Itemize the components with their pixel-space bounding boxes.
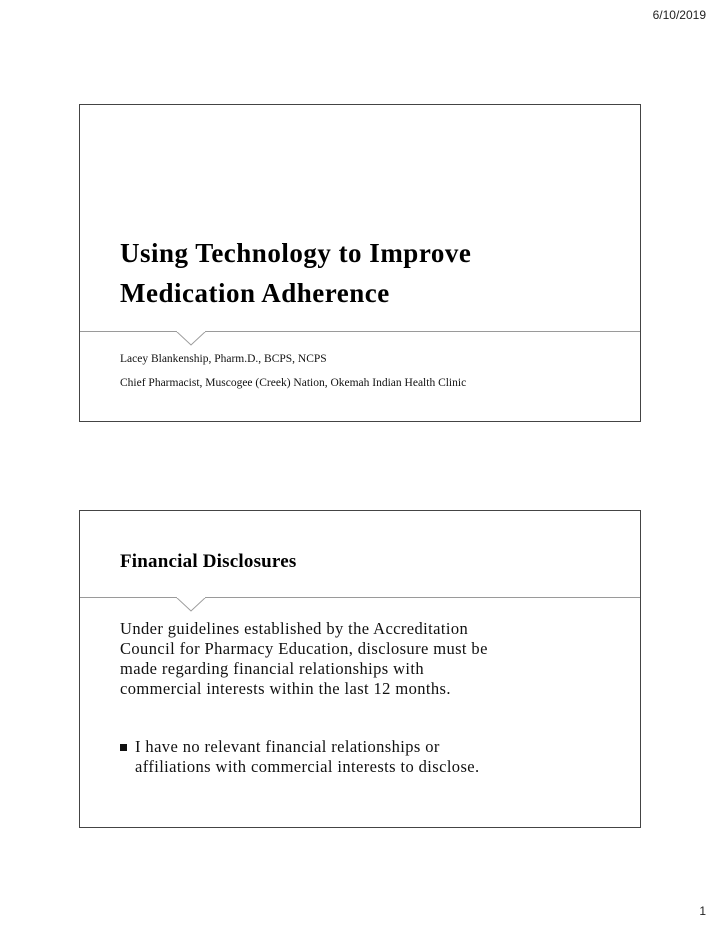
bullet-text	[135, 737, 480, 777]
bullet-line: affiliations with commercial interests to disclose.	[135, 757, 480, 776]
slide-title: Financial Disclosures	[120, 551, 297, 572]
slide-divider	[80, 331, 640, 332]
presenter-affiliation: Chief Pharmacist, Muscogee (Creek) Nation, Okemah Indian Health Clinic	[120, 377, 467, 389]
bullet-line: I have no relevant financial relationships or	[135, 737, 440, 756]
body-line: Council for Pharmacy Education, disclosure must be	[120, 639, 488, 658]
title-slide	[79, 104, 641, 422]
square-bullet-icon	[120, 744, 127, 751]
divider-notch-icon	[176, 597, 206, 613]
body-line: commercial interests within the last 12 months.	[120, 679, 451, 698]
disclosure-statement	[120, 619, 610, 699]
divider-notch-icon	[176, 331, 206, 347]
page-number: 1	[699, 904, 706, 918]
print-date: 6/10/2019	[652, 8, 706, 22]
body-line: Under guidelines established by the Accreditation	[120, 619, 469, 638]
presenter-name: Lacey Blankenship, Pharm.D., BCPS, NCPS	[120, 353, 327, 365]
body-line: made regarding financial relationships with	[120, 659, 425, 678]
slide-divider	[80, 597, 640, 598]
slide-title-line-1: Using Technology to Improve	[120, 238, 472, 268]
bullet-item	[120, 737, 620, 777]
slide-title-line-2: Medication Adherence	[120, 278, 390, 308]
slide-title	[120, 233, 620, 313]
disclosure-slide	[79, 510, 641, 828]
